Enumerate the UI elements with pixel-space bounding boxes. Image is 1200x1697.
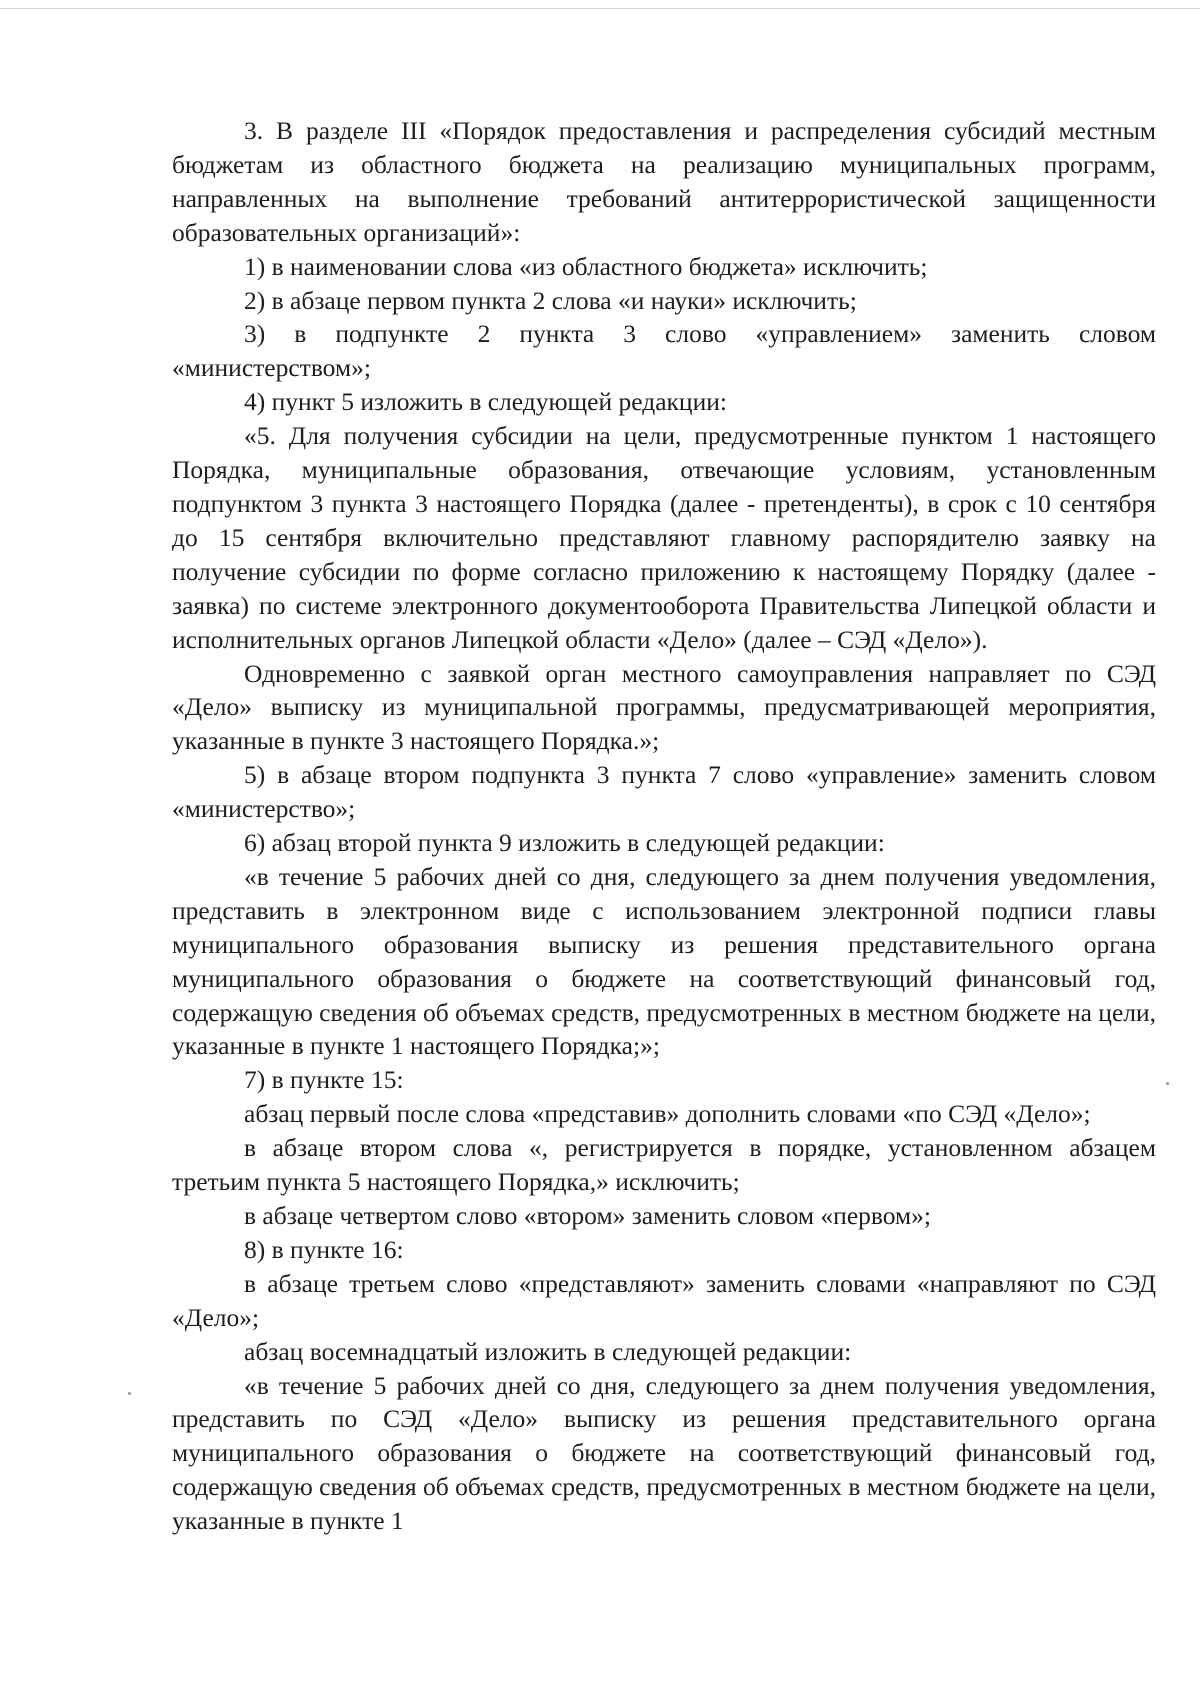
- document-body: [172, 114, 1156, 1538]
- paragraph-item-7-fourth: в абзаце четвертом слово «втором» заменить словом «первом»;: [244, 1201, 931, 1230]
- paragraph-item-2: 2) в абзаце первом пункта 2 слова «и науки» исключить;: [244, 285, 857, 315]
- scan-speck: [128, 1392, 131, 1395]
- paragraph-item-7: 7) в пункте 15:: [244, 1065, 404, 1095]
- paragraph-item-7-second: в абзаце втором слова «, регистрируется в порядке, установленном абзацем третьим пункта 5 настоящего Порядка,» исключить;: [172, 1133, 1156, 1197]
- paragraph-section-3-intro: 3. В разделе III «Порядок предоставления и распределения субсидий местным бюджетам из областного бюджета на реализацию муниципальных программ, направленных на выполнение требований антитеррористической защищенности образовательных организаций»:: [172, 116, 1156, 247]
- scan-top-edge: [0, 8, 1200, 9]
- paragraph-item-8: 8) в пункте 16:: [244, 1234, 404, 1264]
- scan-speck: [1166, 1082, 1169, 1085]
- paragraph-item-7-first: абзац первый после слова «представив» дополнить словами «по СЭД «Дело»;: [244, 1099, 1091, 1129]
- paragraph-item-5: 5) в абзаце втором подпункта 3 пункта 7 слово «управление» заменить словом «министерство»;: [172, 760, 1156, 824]
- paragraph-item-1: 1) в наименовании слова «из областного бюджета» исключить;: [244, 251, 928, 281]
- paragraph-item-6-new-text: «в течение 5 рабочих дней со дня, следующего за днем получения уведомления, представить в электронном виде с использованием электронной подписи главы муниципального образования выписку из решения представительного органа муниципального образования о бюджете на соответствующий финансовый год, содержащую сведения об объемах средств, предусмотренных в местном бюджете на цели, указанные в пункте 1 настоящего Порядка;»;: [172, 861, 1157, 1061]
- paragraph-item-4-simultaneously: Одновременно с заявкой орган местного самоуправления направляет по СЭД «Дело» выписку из муниципальной программы, предусматривающей мероприятия, указанные в пункте 3 настоящего Порядка.»;: [172, 658, 1156, 756]
- paragraph-item-3: 3) в подпункте 2 пункта 3 слово «управлением» заменить словом «министерством»;: [172, 319, 1156, 383]
- paragraph-item-8-new-text: «в течение 5 рабочих дней со дня, следующего за днем получения уведомления, представить по СЭД «Дело» выписку из решения представительного органа муниципального образования о бюджете на соответствующий финансовый год, содержащую сведения об объемах средств, предусмотренных в местном бюджете на цели, указанные в пункте 1: [172, 1370, 1157, 1536]
- paragraph-item-4-new-text: «5. Для получения субсидии на цели, предусмотренные пунктом 1 настоящего Порядка, муниципальные образования, отвечающие условиям, установленным подпунктом 3 пункта 3 настоящего Порядка (далее - претенденты), в срок с 10 сентября до 15 сентября включительно представляют главному распорядителю заявку на получение субсидии по форме согласно приложению к настоящему Порядку (далее - заявка) по системе электронного документооборота Правительства Липецкой области и исполнительных органов Липецкой области «Дело» (далее – СЭД «Дело»).: [172, 421, 1156, 654]
- paragraph-item-8-eighteenth: абзац восемнадцатый изложить в следующей редакции:: [244, 1336, 852, 1366]
- paragraph-item-8-third: в абзаце третьем слово «представляют» заменить словами «направляют по СЭД «Дело»;: [172, 1268, 1156, 1332]
- paragraph-item-4: 4) пункт 5 изложить в следующей редакции:: [244, 387, 727, 417]
- paragraph-item-6: 6) абзац второй пункта 9 изложить в следующей редакции:: [244, 828, 885, 858]
